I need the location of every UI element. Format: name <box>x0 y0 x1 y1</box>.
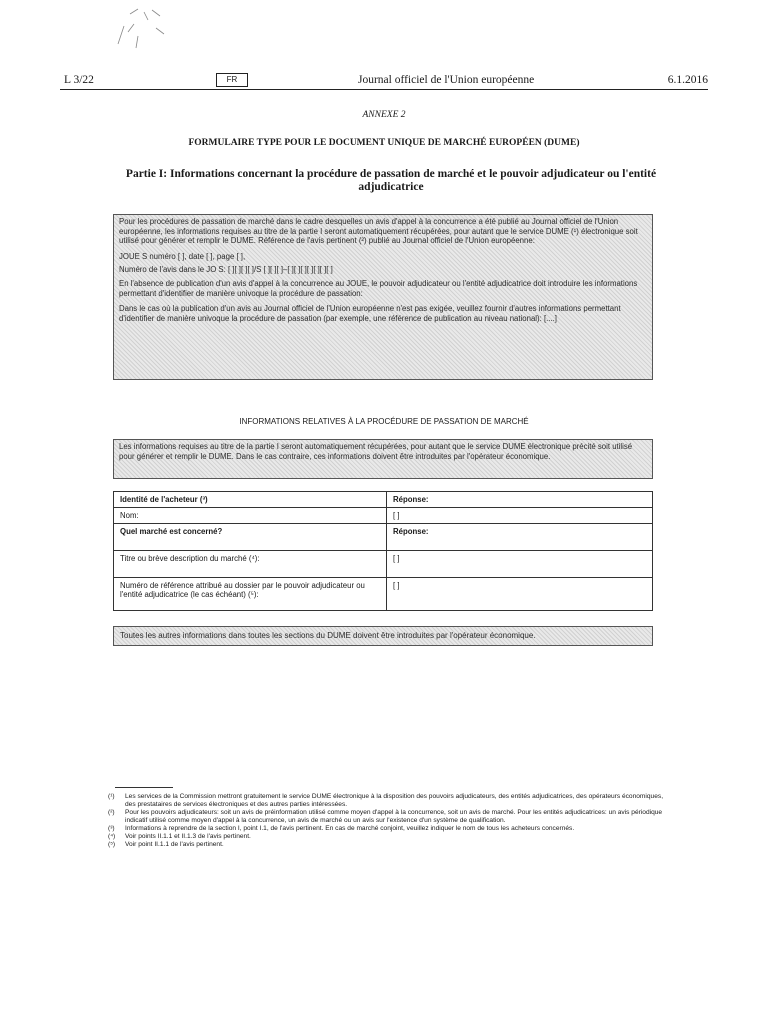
response-header: Réponse: <box>387 492 653 508</box>
footnote-number: (¹) <box>108 793 115 800</box>
footnote-number: (⁴) <box>108 833 116 840</box>
footnote-item <box>108 833 668 841</box>
footnote-item <box>108 825 668 833</box>
footnote-number: (²) <box>108 809 115 816</box>
journal-title: Journal officiel de l'Union européenne <box>358 74 535 86</box>
buyer-identity-label: Identité de l'acheteur (³) <box>114 492 387 508</box>
footnote-number: (³) <box>108 825 115 832</box>
part-title: Partie I: Informations concernant la procédure de passation de marché et le pouvoir adjudicateur ou l'entité adjudicatrice <box>125 168 657 193</box>
publication-reference-box <box>113 214 653 380</box>
footnote-item <box>108 809 668 825</box>
language-badge: FR <box>216 73 248 87</box>
response-header: Réponse: <box>387 524 653 551</box>
annex-label: ANNEXE 2 <box>362 110 406 120</box>
footnote-text: Informations à reprendre de la section I, point I.1, de l'avis pertinent. En cas de marché conjoint, veuillez indiquer le nom de tous les acheteurs concernés. <box>125 825 575 832</box>
contract-question-label: Quel marché est concerné? <box>114 524 387 551</box>
footnote-item <box>108 841 668 849</box>
footnote-text: Les services de la Commission mettront gratuitement le service DUME électronique à la disposition des pouvoirs adjudicateurs, des entités adjudicatrices, des opérateurs économiques, des prestataires de services électroniques et des autres parties intéressées. <box>125 793 664 808</box>
auto-retrieval-note-box: Les informations requises au titre de la partie I seront automatiquement récupérées, pour autant que le service DUME électronique précité soit utilisé pour générer et remplir le DUME. Dans le cas contraire, ces informations doivent être introduites par l'opérateur économique. <box>113 439 653 479</box>
other-information-note-box: Toutes les autres informations dans toutes les sections du DUME doivent être introduites par l'opérateur économique. <box>113 626 653 646</box>
table-row <box>114 524 653 551</box>
footnote-rule <box>115 787 173 788</box>
handwritten-scribble <box>108 6 178 52</box>
publication-paragraph: Pour les procédures de passation de marché dans le cadre desquelles un avis d'appel à la concurrence a été publié au Journal officiel de l'Union européenne, les informations requises au titre de la partie I seront automatiquement récupérées, pour autant que le service DUME (¹) électronique soit utilisé pour générer et remplir le DUME. Référence de l'avis pertinent (²) publié au Journal officiel de l'Union européenne: <box>119 217 638 246</box>
contract-title-label: Titre ou brève description du marché (⁴): <box>114 551 387 578</box>
footnotes <box>108 793 668 849</box>
footnote-item <box>108 793 668 809</box>
file-reference-answer-field[interactable]: [ ] <box>387 578 653 611</box>
name-label: Nom: <box>114 508 387 524</box>
table-row <box>114 578 653 611</box>
footnote-text: Voir point II.1.1 de l'avis pertinent. <box>125 841 224 848</box>
footnote-number: (⁵) <box>108 841 116 848</box>
footnote-text: Pour les pouvoirs adjudicateurs: soit un avis de préinformation utilisé comme moyen d'appel à la concurrence, soit un avis de marché. Pour les entités adjudicatrices: un avis périodique indicatif utilisé comme moyen d'appel à la concurrence, un avis de marché ou un avis sur l'existence d'un système de qualification. <box>125 809 663 824</box>
joue-reference-line: JOUE S numéro [ ], date [ ], page [ ], <box>119 251 246 261</box>
journal-header <box>60 70 708 92</box>
table-row <box>114 508 653 524</box>
header-rule <box>60 89 708 90</box>
file-reference-label: Numéro de référence attribué au dossier par le pouvoir adjudicateur ou l'entité adjudicatrice (le cas échéant) (⁵): <box>114 578 387 611</box>
contract-title-answer-field[interactable]: [ ] <box>387 551 653 578</box>
table-row <box>114 492 653 508</box>
footnote-text: Voir points II.1.1 et II.1.3 de l'avis pertinent. <box>125 833 251 840</box>
page-reference: L 3/22 <box>64 74 94 86</box>
procurement-info-table <box>113 491 653 611</box>
name-answer-field[interactable]: [ ] <box>387 508 653 524</box>
section-subheading: INFORMATIONS RELATIVES À LA PROCÉDURE DE PASSATION DE MARCHÉ <box>239 417 529 426</box>
national-reference-paragraph: Dans le cas où la publication d'un avis au Journal officiel de l'Union européenne n'est pas exigée, veuillez fournir d'autres informations permettant d'identifier de manière univoque la procédure de passation (par exemple, une référence de publication au niveau national): [....] <box>119 304 621 323</box>
publication-date: 6.1.2016 <box>667 74 708 86</box>
notice-number-line: Numéro de l'avis dans le JO S: [ ][ ][ ][ ]/S [ ][ ][ ]–[ ][ ][ ][ ][ ][ ][ ] <box>119 265 333 275</box>
table-row <box>114 551 653 578</box>
form-title: FORMULAIRE TYPE POUR LE DOCUMENT UNIQUE DE MARCHÉ EUROPÉEN (DUME) <box>188 138 580 148</box>
no-publication-paragraph: En l'absence de publication d'un avis d'appel à la concurrence au JOUE, le pouvoir adjudicateur ou l'entité adjudicatrice doit introduire les informations permettant d'identifier de manière univoque la procédure de passation: <box>119 278 638 298</box>
